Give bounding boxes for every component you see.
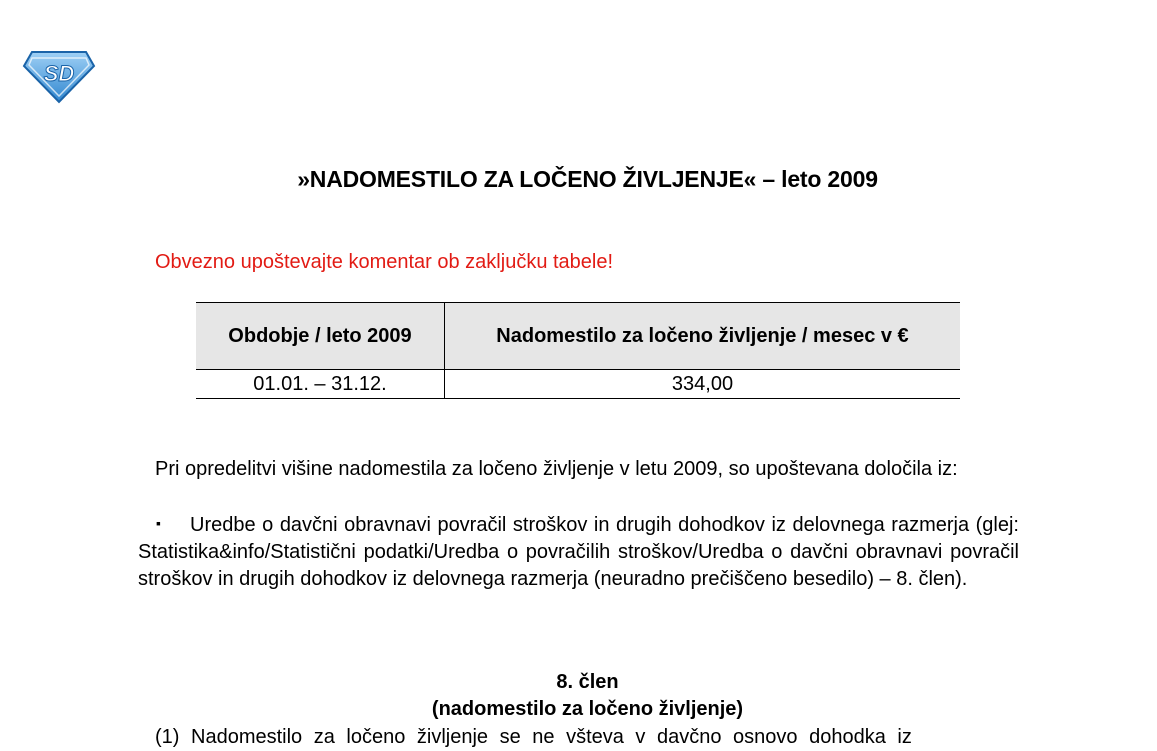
column-header-period: Obdobje / leto 2009 [196, 303, 445, 370]
rates-table [196, 302, 960, 399]
allowance-cell: 334,00 [445, 370, 961, 399]
article-clause: (1) Nadomestilo za ločeno življenje se ne všteva v davčno osnovo dohodka iz [155, 726, 912, 748]
period-cell: 01.01. – 31.12. [196, 370, 445, 399]
document-title: »NADOMESTILO ZA LOČENO ŽIVLJENJE« – leto 2009 [297, 166, 878, 192]
sd-shield-logo-icon [22, 48, 96, 104]
intro-text: Pri opredelitvi višine nadomestila za ločeno življenje v letu 2009, so upoštevana določila iz: [155, 458, 958, 480]
article-title: (nadomestilo za ločeno življenje) [431, 698, 744, 720]
bullet-text: Uredbe o davčni obravnavi povračil stroškov in drugih dohodkov iz delovnega razmerja (glej: Statistika&info/Statistični podatki/Uredba o povračilih stroškov/Uredba o davčni obravnavi povračil stroškov in drugih dohodkov iz delovnega razmerja (neuradno prečiščeno besedilo) – 8. člen). [138, 514, 1019, 590]
bullet-icon: ▪ [156, 515, 161, 531]
column-header-allowance: Nadomestilo za ločeno življenje / mesec v € [445, 303, 961, 370]
bullet-paragraph [138, 510, 1019, 593]
table-header-row [196, 303, 960, 370]
intro-paragraph [138, 456, 1019, 483]
table-row [196, 370, 960, 399]
article-number: 8. člen [556, 671, 619, 693]
warning-note: Obvezno upoštevajte komentar ob zaključku tabele! [155, 251, 614, 273]
svg-text:SD: SD [43, 61, 75, 86]
